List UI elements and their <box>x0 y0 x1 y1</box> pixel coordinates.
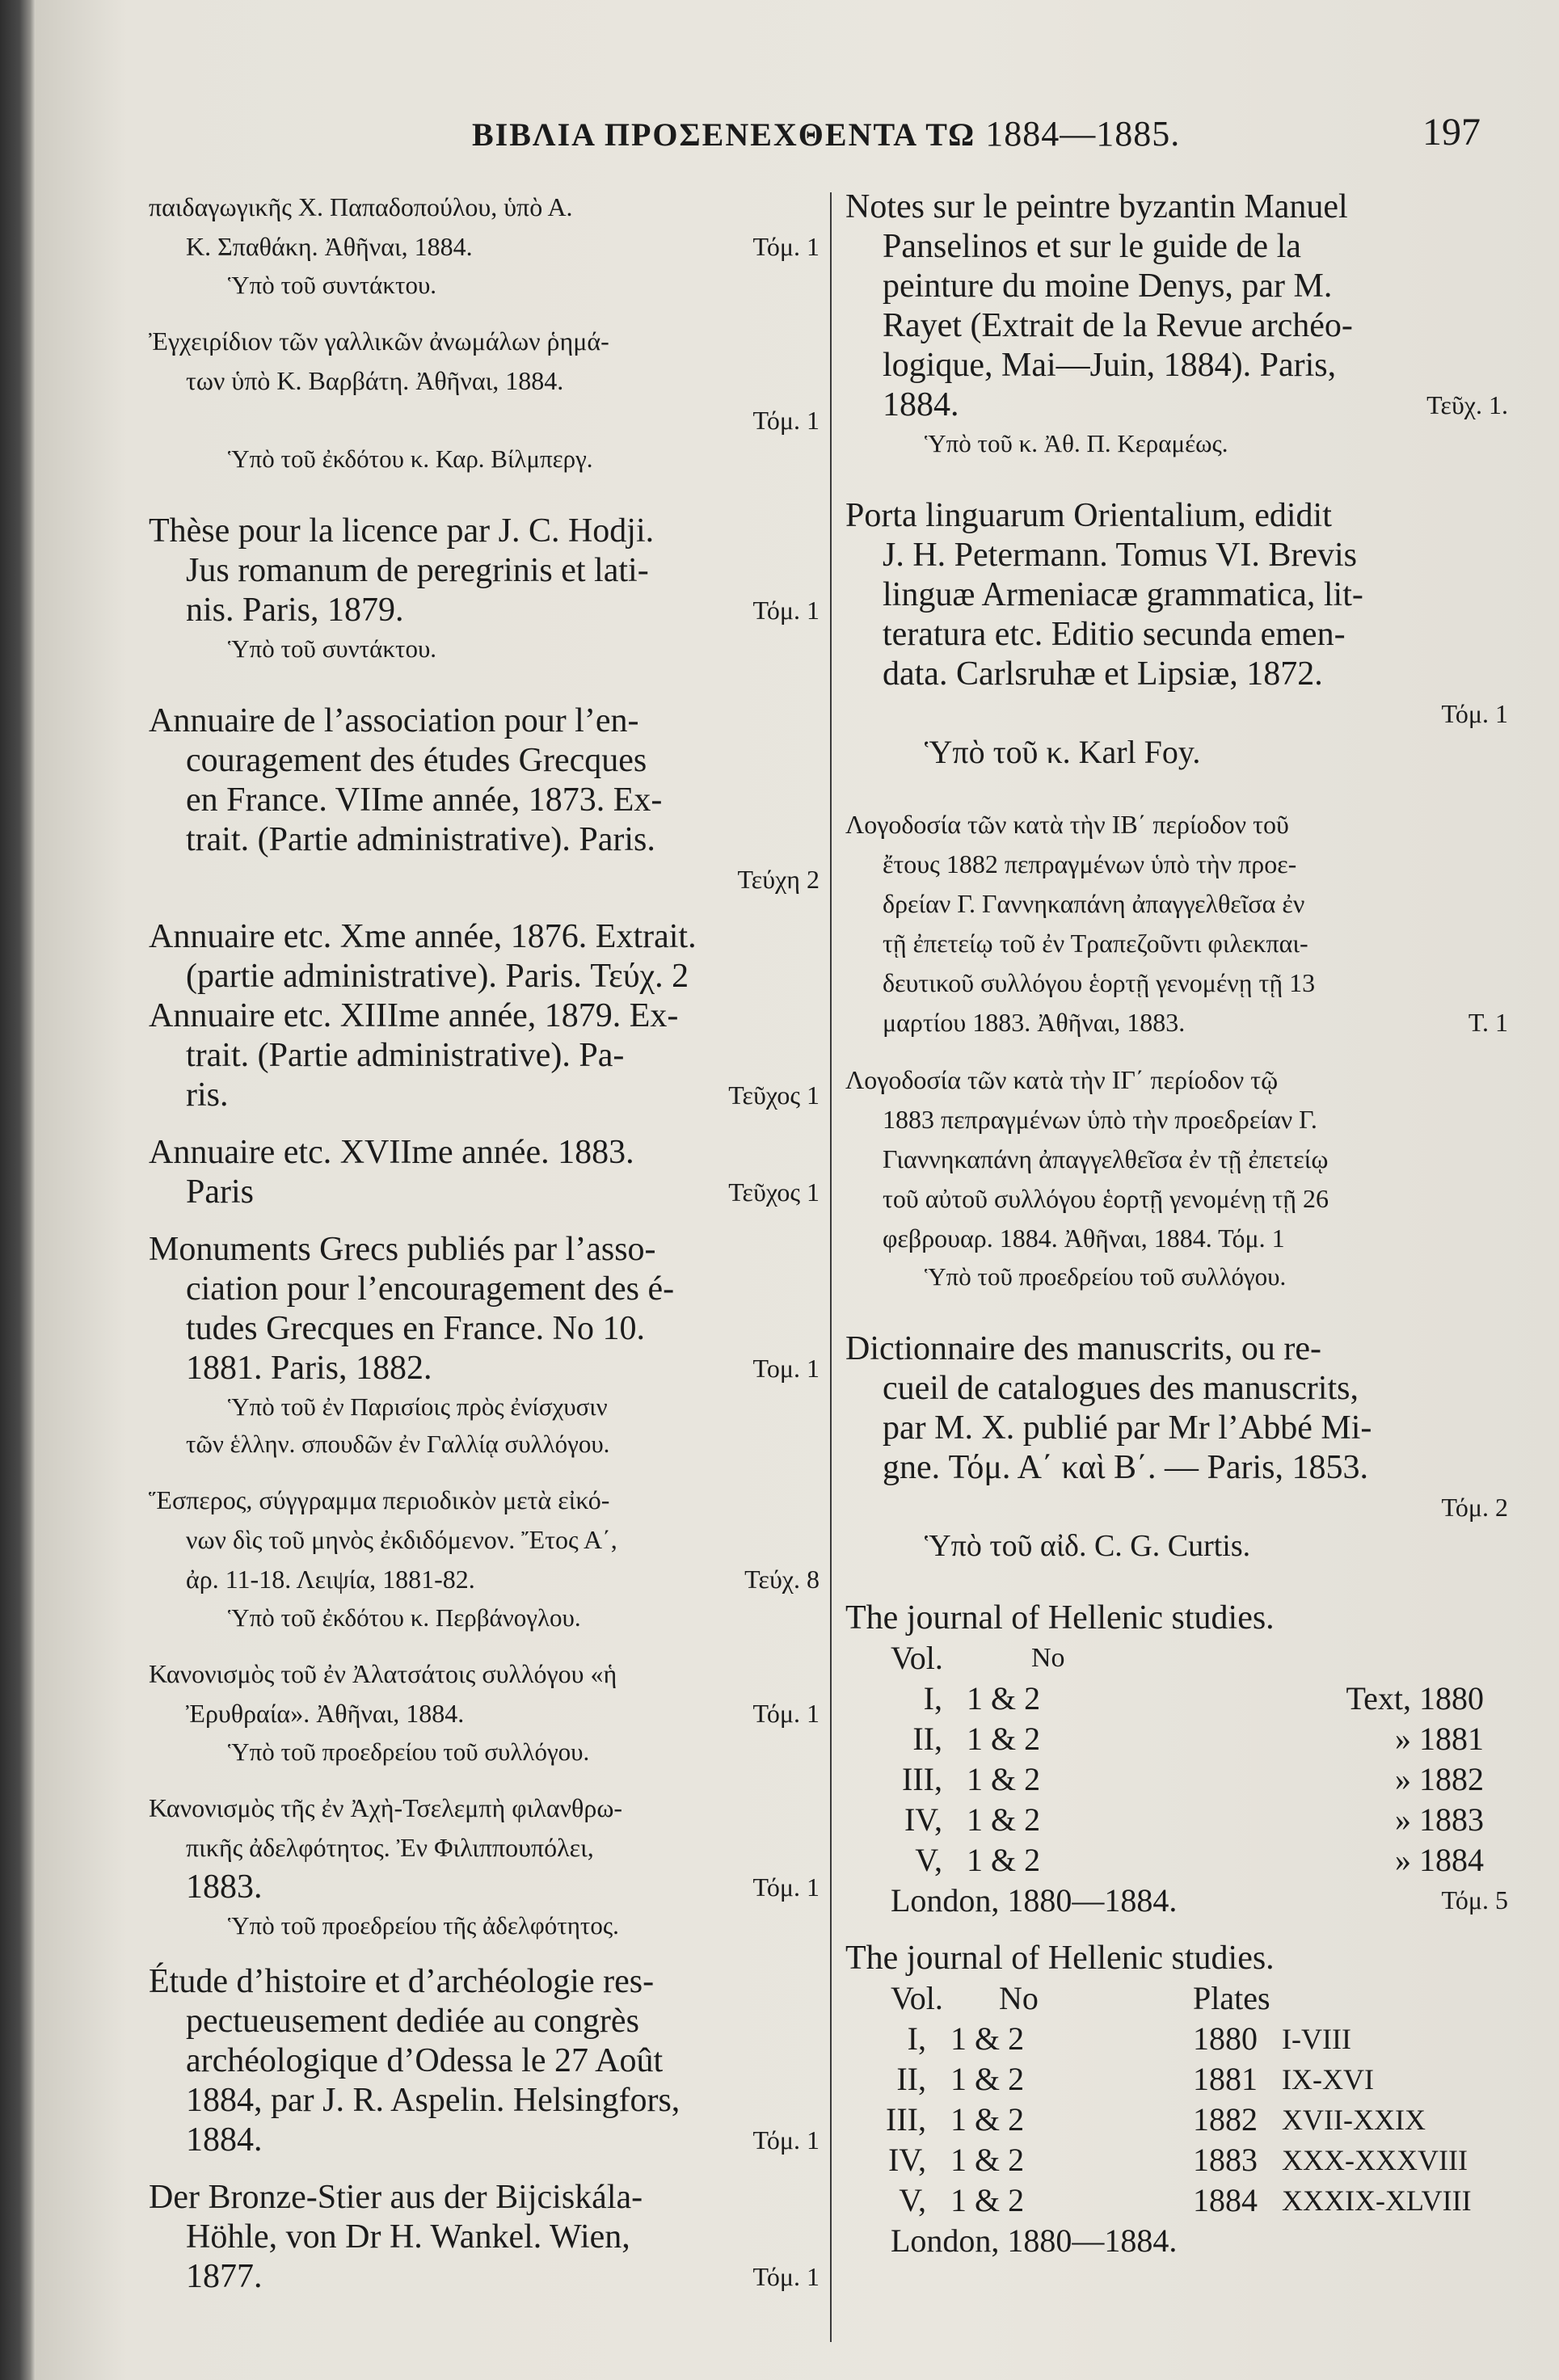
entry-line: tudes Grecques en France. No 10. <box>186 1310 645 1347</box>
table-row <box>845 1679 1508 1719</box>
donor-note: Ὑπὸ τοῦ συντάκτου. <box>228 271 437 299</box>
entry-line: τῇ ἐπετείῳ τοῦ ἐν Τραπεζοῦντι φιλεκπαι- <box>883 929 1308 958</box>
entry-monuments-grecs <box>149 1230 820 1463</box>
cell-text-year: » 1882 <box>1395 1761 1484 1797</box>
right-column <box>845 187 1508 2279</box>
journal-title: The journal of Hellenic studies. <box>845 1599 1275 1637</box>
entry-line: Étude d’histoire et d’archéologie res- <box>149 1963 655 2000</box>
entry-line: Ἕσπερος, σύγγραμμα περιοδικὸν μετὰ εἰκό- <box>149 1485 610 1514</box>
volume-count: Τόμ. 1 <box>752 2262 820 2291</box>
col-head-vol: Vol. <box>891 1640 943 1676</box>
book-page <box>36 0 1559 2380</box>
table-row <box>845 1759 1508 1800</box>
donor-note: Ὑπὸ τοῦ αἰδ. C. G. Curtis. <box>925 1529 1251 1563</box>
journal-title: The journal of Hellenic studies. <box>845 1940 1275 1977</box>
entry-line: 1877. Τόμ. 1 <box>186 2258 820 2295</box>
cell-no: 1 & 2 <box>950 2142 1025 2178</box>
entry-line: linguæ Armeniacæ grammatica, lit- <box>883 576 1363 613</box>
entry-line: Annuaire de l’association pour l’en- <box>149 702 639 739</box>
volume-count: Τόμ. 5 <box>1441 1885 1508 1915</box>
cell-no: 1 & 2 <box>967 1842 1041 1878</box>
entry-journal-hellenic-plates <box>845 1939 1508 2261</box>
journal-table-rows <box>845 1679 1508 1881</box>
donor-note: Ὑπὸ τοῦ ἐκδότου κ. Καρ. Βίλμπεργ. <box>228 444 593 473</box>
entry-line: peinture du moine Denys, par M. <box>883 267 1333 305</box>
col-head-vol: Vol. <box>891 1980 943 2016</box>
entry-line: Paris Τεῦχος 1 <box>186 1173 820 1211</box>
entry-line: Jus romanum de peregrinis et lati- <box>186 552 649 589</box>
running-header <box>472 113 1180 154</box>
entry-line: Κανονισμὸς τῆς ἐν Ἀχὴ-Τσελεμπὴ φιλανθρω- <box>149 1793 623 1822</box>
volume-count: Τόμ. 1 <box>752 1872 820 1902</box>
entry-line: 1884. Τόμ. 1 <box>186 2121 820 2159</box>
entry-line: ἔτους 1882 πεπραγμένων ὑπὸ τὴν προε- <box>883 849 1297 878</box>
entry-line: trait. (Partie administrative). Pa- <box>186 1037 625 1074</box>
entry-line: nis. Paris, 1879. Τόμ. 1 <box>186 592 820 629</box>
table-row <box>845 2100 1508 2140</box>
volume-count: Τεῦχος 1 <box>728 1177 820 1207</box>
table-row <box>845 1719 1508 1759</box>
cell-plates: I-VIII <box>1282 2023 1351 2055</box>
cell-text-year: » 1881 <box>1395 1721 1484 1757</box>
entry-encheiridion <box>149 322 820 478</box>
entry-line: φεβρουαρ. 1884. Ἀθῆναι, 1884. Τόμ. 1 <box>883 1224 1285 1253</box>
entry-notes-panselinos <box>845 187 1508 462</box>
entry-line: pectueusement dediée au congrès <box>186 2003 639 2040</box>
entry-line: Dictionnaire des manuscrits, ou re- <box>845 1330 1321 1367</box>
entry-line: 1883. Τόμ. 1 <box>186 1868 820 1906</box>
donor-note: Ὑπὸ τοῦ προεδρείου τῆς ἀδελφότητος. <box>228 1911 619 1940</box>
entry-line: logique, Mai—Juin, 1884). Paris, <box>883 347 1337 384</box>
entry-annuaire-xiii <box>149 996 820 1115</box>
volume-line <box>149 401 820 440</box>
table-row <box>845 1800 1508 1840</box>
cell-no: 1 & 2 <box>950 2101 1025 2138</box>
entry-line: couragement des études Grecques <box>186 742 647 779</box>
entry-line: Ἐγχειρίδιον τῶν γαλλικῶν ἀνωμάλων ῥημά- <box>149 326 609 356</box>
cell-year: 1881 <box>1193 2061 1258 2097</box>
entry-line: παιδαγωγικῆς Χ. Παπαδοπούλου, ὑπὸ Α. <box>149 192 573 221</box>
entry-line: δευτικοῦ συλλόγου ἑορτῇ γενομένῃ τῇ 13 <box>883 968 1316 997</box>
entry-annuaire-x <box>149 917 820 996</box>
cell-plates: XXX-XXXVIII <box>1282 2144 1468 2176</box>
table-row <box>845 2059 1508 2100</box>
entry-annuaire-xvii <box>149 1133 820 1212</box>
journal-table-rows <box>845 2019 1508 2221</box>
book-binding-shadow <box>0 0 36 2380</box>
entry-journal-hellenic-text <box>845 1599 1508 1921</box>
entry-line: Rayet (Extrait de la Revue archéo- <box>883 307 1353 344</box>
page-number: 197 <box>1422 111 1481 154</box>
table-row <box>845 1840 1508 1881</box>
cell-vol: II, <box>912 1721 942 1757</box>
donor-note: Ὑπὸ τοῦ ἐν Παρισίοις πρὸς ἐνίσχυσιν <box>228 1392 608 1421</box>
cell-year: 1880 <box>1193 2020 1258 2057</box>
journal-table-header <box>845 1978 1508 2019</box>
entry-line: Ἐρυθραία». Ἀθῆναι, 1884. Τόμ. 1 <box>149 1694 820 1733</box>
journal-footer <box>845 2221 1508 2261</box>
entry-kanonismos-alatsata <box>149 1654 820 1771</box>
cell-year: 1883 <box>1193 2142 1258 2178</box>
entry-line: μαρτίου 1883. Ἀθῆναι, 1883. Τ. 1 <box>845 1003 1508 1043</box>
entry-line: Panselinos et sur le guide de la <box>883 228 1301 265</box>
table-row <box>845 2180 1508 2221</box>
cell-plates: IX-XVI <box>1282 2063 1374 2096</box>
entry-line: Der Bronze-Stier aus der Bijciskála- <box>149 2179 643 2216</box>
entry-line: 1884. Τεῦχ. 1. <box>883 386 1508 423</box>
volume-count: Τεύχ. 8 <box>744 1565 820 1594</box>
entry-these-hodji <box>149 512 820 668</box>
column-divider <box>830 192 832 2342</box>
entry-line: par M. X. publié par Mr l’Abbé Mi- <box>883 1409 1372 1447</box>
entry-line: Thèse pour la licence par J. C. Hodji. <box>149 512 655 550</box>
entry-bronze-stier <box>149 2178 820 2297</box>
donor-note: Ὑπὸ τοῦ κ. Ἀθ. Π. Κεραμέως. <box>925 429 1228 457</box>
entry-line: teratura etc. Editio secunda emen- <box>883 616 1346 653</box>
donor-note: τῶν ἑλλην. σπουδῶν ἐν Γαλλίᾳ συλλόγου. <box>186 1430 610 1458</box>
cell-vol: I, <box>907 2020 926 2057</box>
entry-line: 1883 πεπραγμένων ὑπὸ τὴν προεδρείαν Γ. <box>883 1105 1317 1134</box>
entry-line: Annuaire etc. XIIIme année, 1879. Ex- <box>149 997 679 1034</box>
entry-line: δρείαν Γ. Γαννηκαπάνη ἀπαγγελθεῖσα ἐν <box>883 889 1305 918</box>
donor-note: Ὑπὸ τοῦ προεδρείου τοῦ συλλόγου. <box>925 1262 1287 1291</box>
donor-note: Ὑπὸ τοῦ συντάκτου. <box>228 634 437 663</box>
entry-line: J. H. Petermann. Tomus VI. Brevis <box>883 537 1357 574</box>
volume-count: Τεῦχος 1 <box>728 1080 820 1110</box>
cell-text-year: » 1884 <box>1395 1842 1484 1878</box>
volume-count: Τόμ. 1 <box>752 1699 820 1728</box>
entry-line: Κ. Σπαθάκη. Ἀθῆναι, 1884. Τόμ. 1 <box>149 227 820 267</box>
cell-year: 1882 <box>1193 2101 1258 2138</box>
col-head-no: No <box>1031 1643 1065 1673</box>
entry-dictionnaire-manuscrits <box>845 1329 1508 1565</box>
volume-count: Τόμ. 2 <box>1441 1493 1508 1522</box>
volume-line <box>845 694 1508 734</box>
entry-line: ciation pour l’encouragement des é- <box>186 1270 675 1308</box>
volume-count: Τόμ. 1 <box>752 232 820 261</box>
table-row <box>845 2140 1508 2180</box>
entry-line: (partie administrative). Paris. Τεύχ. 2 <box>186 958 689 995</box>
cell-year: 1884 <box>1193 2182 1258 2218</box>
entry-line: Porta linguarum Orientalium, edidit <box>845 497 1332 534</box>
entry-line: gne. Τόμ. Α΄ καὶ Β΄. — Paris, 1853. <box>883 1449 1369 1486</box>
volume-count: Τεῦχ. 1. <box>1426 390 1508 419</box>
cell-no: 1 & 2 <box>967 1761 1041 1797</box>
volume-line <box>149 860 820 899</box>
header-title: ΒΙΒΛΙΑ ΠΡΟΣΕΝΕΧΘΕΝΤΑ ΤΩ <box>472 116 976 153</box>
entry-line: data. Carlsruhæ et Lipsiæ, 1872. <box>883 655 1323 693</box>
entry-line: Γιαννηκαπάνη ἀπαγγελθεῖσα ἐν τῇ ἐπετείῳ <box>883 1144 1329 1173</box>
entry-line: Λογοδοσία τῶν κατὰ τὴν ΙΒ΄ περίοδον τοῦ <box>845 810 1289 839</box>
entry-line: cueil de catalogues des manuscrits, <box>883 1370 1359 1407</box>
donor-note: Ὑπὸ τοῦ προεδρείου τοῦ συλλόγου. <box>228 1738 590 1766</box>
entry-line: 1884, par J. R. Aspelin. Helsingfors, <box>186 2082 680 2119</box>
entry-porta-linguarum <box>845 496 1508 771</box>
cell-no: 1 & 2 <box>967 1801 1041 1838</box>
cell-no: 1 & 2 <box>967 1721 1041 1757</box>
entry-line: ἀρ. 11-18. Λειψία, 1881-82. Τεύχ. 8 <box>149 1560 820 1599</box>
entry-esperos <box>149 1481 820 1637</box>
entry-line: 1881. Paris, 1882. Τομ. 1 <box>186 1350 820 1387</box>
cell-no: 1 & 2 <box>950 2182 1025 2218</box>
cell-plates: XXXIX-XLVIII <box>1282 2184 1472 2217</box>
entry-line: Κανονισμὸς τοῦ ἐν Ἀλατσάτοις συλλόγου «ἡ <box>149 1659 617 1688</box>
volume-count: Τομ. 1 <box>752 1354 820 1383</box>
donor-note: Ὑπὸ τοῦ ἐκδότου κ. Περβάνογλου. <box>228 1603 581 1632</box>
entry-line: Annuaire etc. XVIIme année. 1883. <box>149 1134 634 1171</box>
table-row <box>845 2019 1508 2059</box>
journal-footer <box>845 1881 1508 1921</box>
volume-count: Τόμ. 1 <box>752 2125 820 2155</box>
journal-imprint: London, 1880—1884. <box>891 2222 1178 2259</box>
cell-vol: V, <box>915 1842 942 1878</box>
cell-no: 1 & 2 <box>950 2061 1025 2097</box>
entry-line: trait. (Partie administrative). Paris. <box>186 821 655 858</box>
entry-line: en France. VIIme année, 1873. Ex- <box>186 781 663 819</box>
entry-logodosia-ib <box>845 805 1508 1043</box>
volume-count: Τόμ. 1 <box>752 596 820 625</box>
cell-plates: XVII-XXIX <box>1282 2104 1426 2136</box>
cell-vol: III, <box>902 1761 942 1797</box>
col-head-plates: Plates <box>1193 1980 1270 2016</box>
cell-text-year: Text, 1880 <box>1346 1680 1484 1717</box>
volume-count: Τόμ. 1 <box>1441 699 1508 728</box>
entry-line: Annuaire etc. Xme année, 1876. Extrait. <box>149 918 697 955</box>
cell-text-year: » 1883 <box>1395 1801 1484 1838</box>
entry-line: Λογοδοσία τῶν κατὰ τὴν ΙΓ΄ περίοδον τῷ <box>845 1065 1279 1094</box>
entry-logodosia-ig <box>845 1060 1508 1295</box>
entry-line: Höhle, von Dr H. Wankel. Wien, <box>186 2218 630 2256</box>
entry-annuaire-vii <box>149 701 820 899</box>
volume-line <box>845 1488 1508 1527</box>
cell-no: 1 & 2 <box>967 1680 1041 1717</box>
cell-vol: IV, <box>887 2142 926 2178</box>
cell-vol: I, <box>923 1680 942 1717</box>
entry-kanonismos-philippoupolis <box>149 1788 820 1944</box>
cell-vol: IV, <box>904 1801 942 1838</box>
left-column <box>149 187 820 2315</box>
col-head-no: No <box>999 1980 1039 2016</box>
journal-imprint: London, 1880—1884. <box>891 1882 1178 1919</box>
entry-etude-aspelin <box>149 1962 820 2160</box>
volume-count: Τεύχη 2 <box>737 865 820 894</box>
entry-line: πικῆς ἀδελφότητος. Ἐν Φιλιππουπόλει, <box>186 1833 594 1862</box>
header-years: 1884—1885. <box>975 114 1181 154</box>
cell-vol: V, <box>899 2182 926 2218</box>
cell-vol: II, <box>896 2061 926 2097</box>
cell-no: 1 & 2 <box>950 2020 1025 2057</box>
entry-line: ris. Τεῦχος 1 <box>186 1076 820 1114</box>
cell-vol: III, <box>886 2101 926 2138</box>
entry-line: Monuments Grecs publiés par l’asso- <box>149 1231 656 1268</box>
volume-count: Τ. 1 <box>1468 1008 1508 1037</box>
entry-paidagogikis <box>149 187 820 304</box>
entry-line: archéologique d’Odessa le 27 Août <box>186 2042 664 2079</box>
donor-note: Ὑπὸ τοῦ κ. Karl Foy. <box>925 734 1201 770</box>
volume-count: Τόμ. 1 <box>752 406 820 435</box>
entry-line: νων δὶς τοῦ μηνὸς ἐκδιδόμενον. Ἔτος Α΄, <box>186 1525 617 1554</box>
entry-line: Notes sur le peintre byzantin Manuel <box>845 188 1348 225</box>
entry-line: τοῦ αὐτοῦ συλλόγου ἑορτῇ γενομένῃ τῇ 26 <box>883 1184 1329 1213</box>
entry-line: των ὑπὸ Κ. Βαρβάτη. Ἀθῆναι, 1884. <box>186 366 564 395</box>
journal-table-header <box>845 1638 1508 1679</box>
